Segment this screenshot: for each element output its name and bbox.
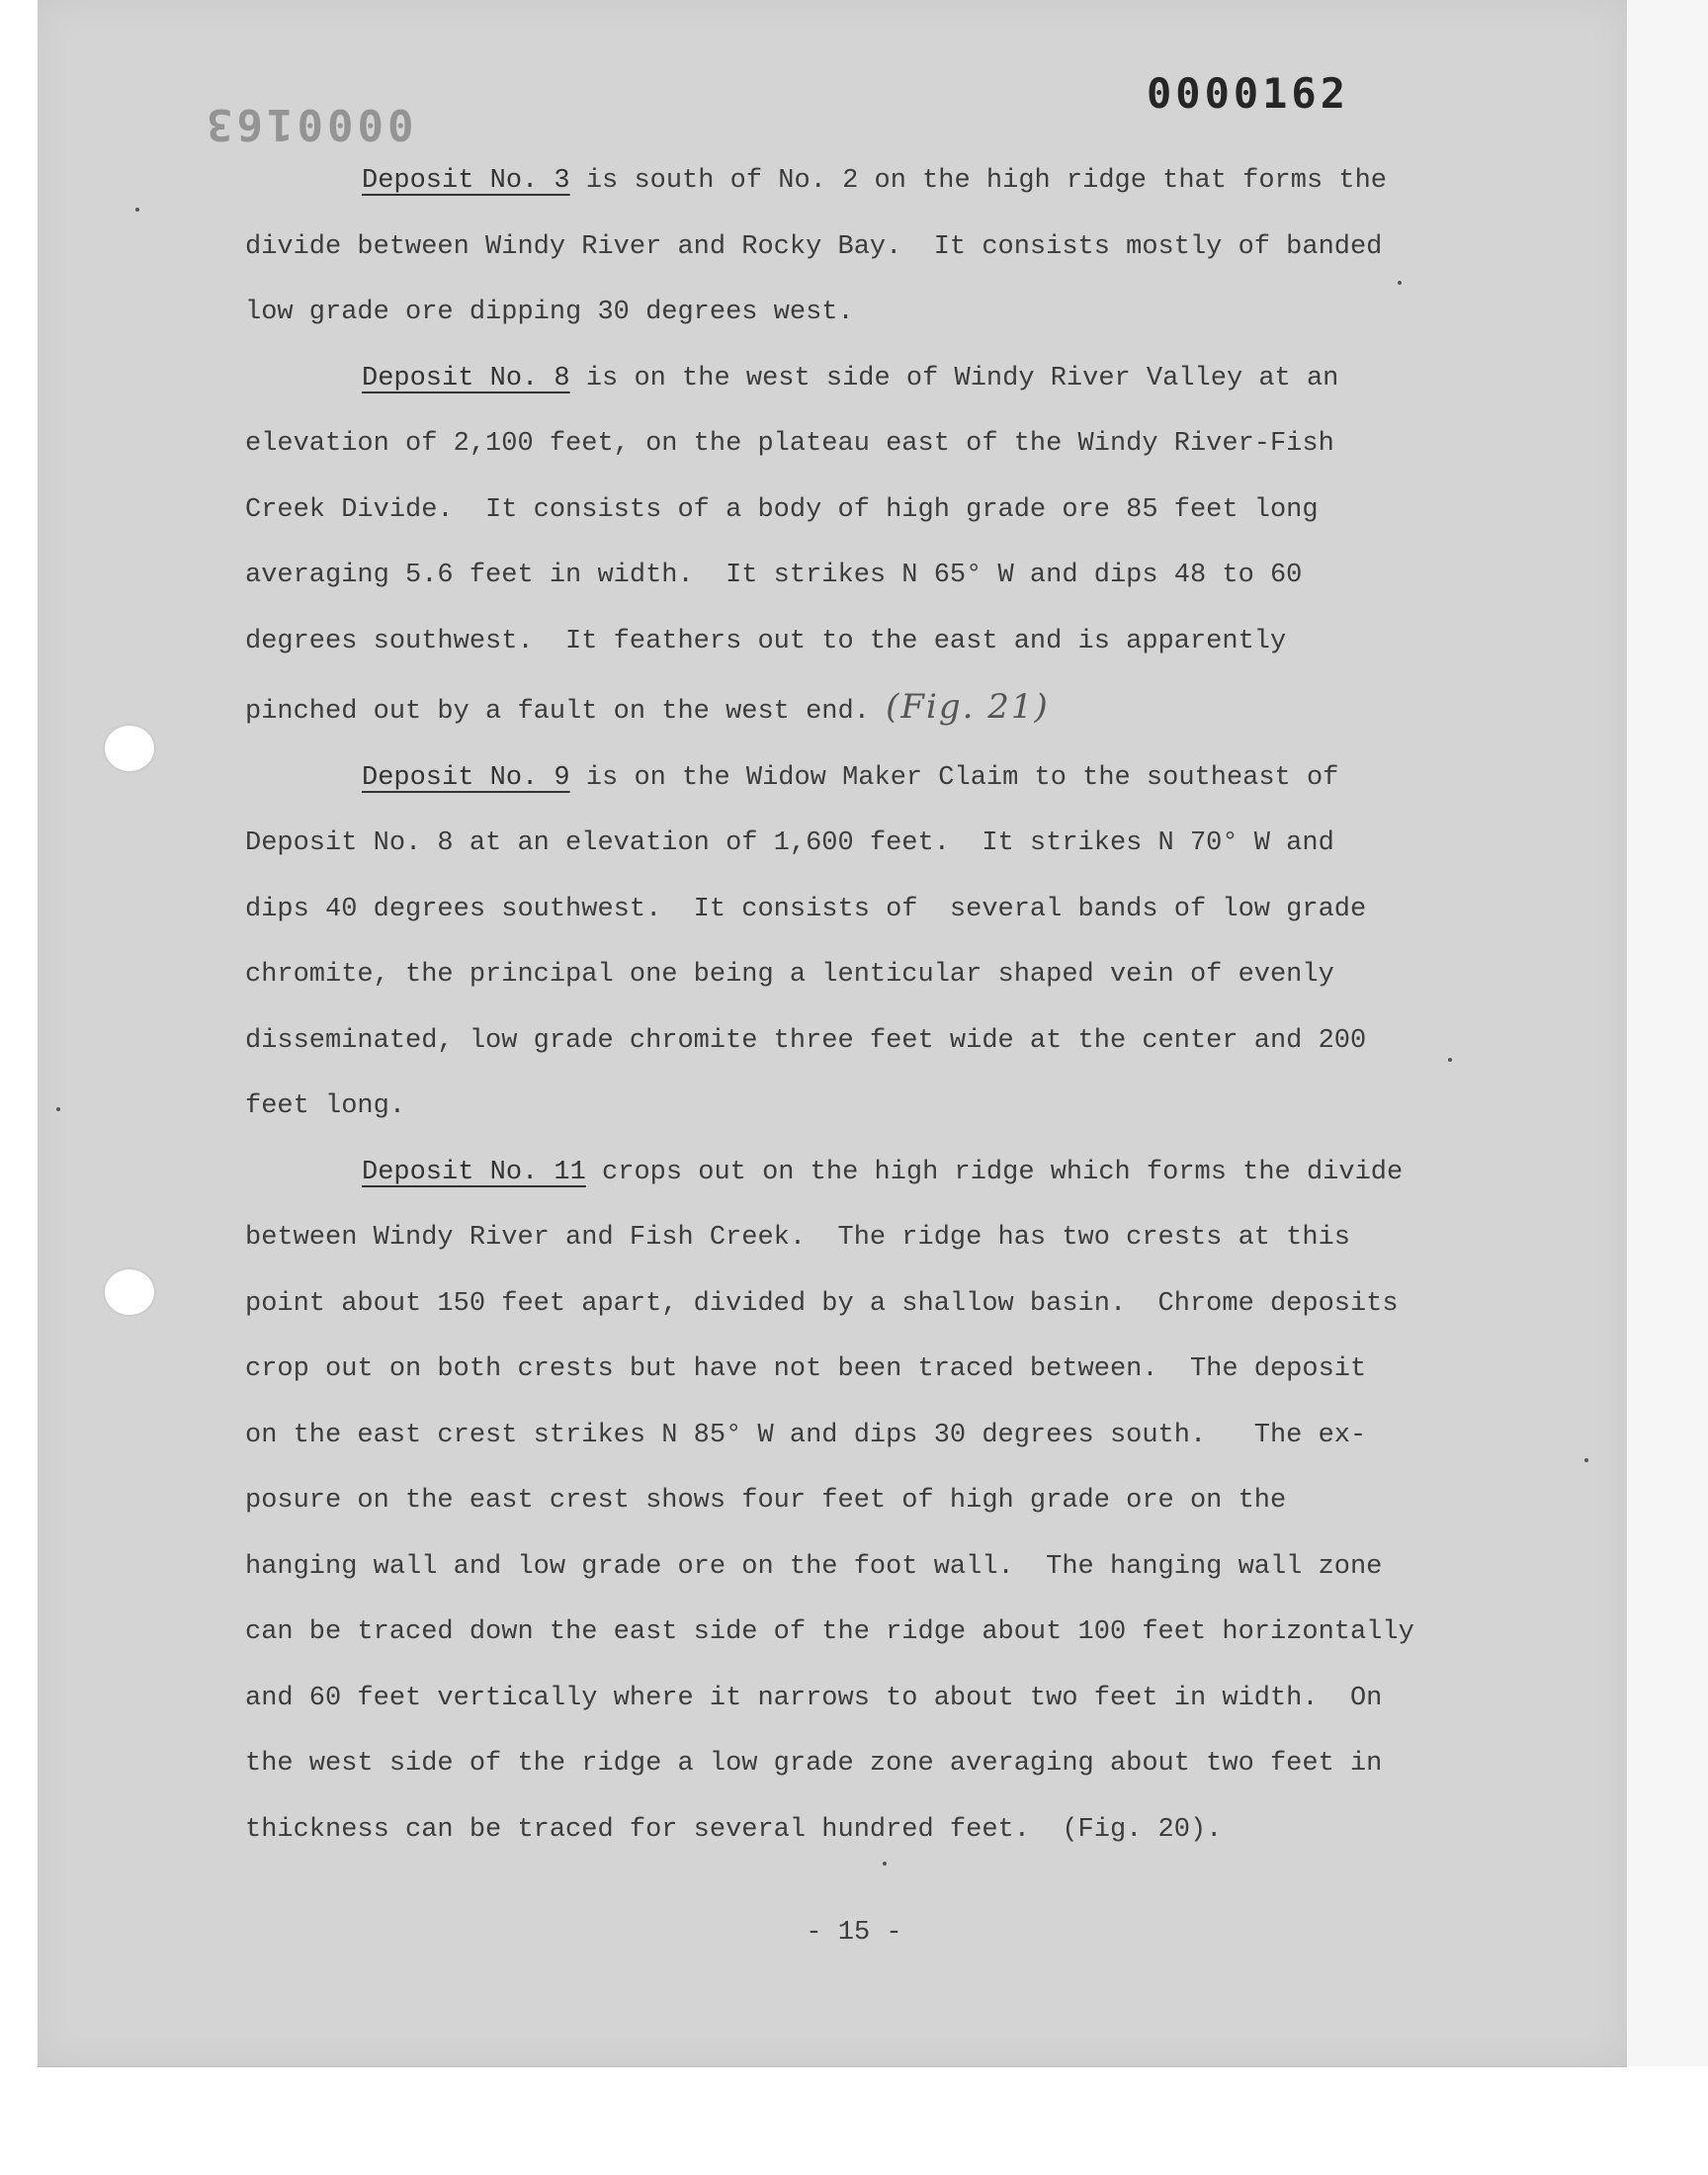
mirrored-stamp-number: 0000163 xyxy=(203,99,414,149)
paragraph-line: degrees southwest. It feathers out to the east and is apparently xyxy=(245,626,1287,656)
document-body xyxy=(245,148,1471,1863)
paragraph-line: posure on the east crest shows four feet of high grade ore on the xyxy=(245,1486,1287,1516)
scan-margin xyxy=(1627,0,1708,2066)
paragraph-deposit-3 xyxy=(245,148,1471,346)
paragraph-line: on the east crest strikes N 85° W and dips 30 degrees south. The ex- xyxy=(245,1420,1367,1450)
paragraph-line: disseminated, low grade chromite three feet wide at the center and 200 xyxy=(245,1025,1367,1056)
paragraph-line: pinched out by a fault on the west end. (Fig. 21) xyxy=(245,687,1050,727)
paragraph-line: dips 40 degrees southwest. It consists of several bands of low grade xyxy=(245,894,1367,924)
page-number: - 15 - xyxy=(806,1918,902,1948)
paragraph-line: feet long. xyxy=(245,1091,406,1121)
punch-hole-bottom xyxy=(105,1269,154,1315)
paragraph-line: Deposit No. 8 is on the west side of Windy River Valley at an xyxy=(362,363,1339,393)
paragraph-line: elevation of 2,100 feet, on the plateau east of the Windy River-Fish xyxy=(245,429,1334,459)
paragraph-line: Deposit No. 9 is on the Widow Maker Claim to the southeast of xyxy=(362,762,1339,793)
paragraph-line: low grade ore dipping 30 degrees west. xyxy=(245,298,854,327)
paragraph-line: thickness can be traced for several hundred feet. (Fig. 20). xyxy=(245,1814,1223,1845)
paragraph-line: crop out on both crests but have not been traced between. The deposit xyxy=(245,1354,1367,1384)
page-stamp-number: 0000162 xyxy=(1147,69,1350,118)
paragraph-line: chromite, the principal one being a lenticular shaped vein of evenly xyxy=(245,960,1334,990)
paragraph-line: averaging 5.6 feet in width. It strikes N 65° W and dips 48 to 60 xyxy=(245,561,1303,590)
paragraph-line: divide between Windy River and Rocky Bay. It consists mostly of banded xyxy=(245,231,1383,262)
paragraph-line: and 60 feet vertically where it narrows to about two feet in width. On xyxy=(245,1683,1383,1713)
paragraph-deposit-11 xyxy=(245,1140,1471,1864)
paragraph-line: hanging wall and low grade ore on the foot wall. The hanging wall zone xyxy=(245,1551,1383,1582)
scan-speck xyxy=(883,1862,887,1866)
scan-speck xyxy=(56,1107,60,1111)
paragraph-line: between Windy River and Fish Creek. The ridge has two crests at this xyxy=(245,1223,1350,1253)
paragraph-line: Deposit No. 11 crops out on the high ridge which forms the divide xyxy=(362,1157,1404,1187)
handwritten-figure-note: (Fig. 21) xyxy=(886,687,1050,727)
scan-speck xyxy=(135,208,139,212)
punch-hole-top xyxy=(105,726,154,771)
paragraph-line: Deposit No. 3 is south of No. 2 on the high ridge that forms the xyxy=(362,166,1387,196)
paragraph-line: can be traced down the east side of the ridge about 100 feet horizontally xyxy=(245,1617,1414,1647)
deposit-heading: Deposit No. 8 xyxy=(362,363,570,393)
deposit-heading: Deposit No. 3 xyxy=(362,166,570,196)
paragraph-line: the west side of the ridge a low grade zone averaging about two feet in xyxy=(245,1749,1383,1779)
deposit-heading: Deposit No. 9 xyxy=(362,762,570,793)
scan-speck xyxy=(1448,1058,1452,1062)
paragraph-deposit-9 xyxy=(245,745,1471,1140)
scan-speck xyxy=(1398,281,1402,285)
paragraph-deposit-8 xyxy=(245,346,1471,745)
deposit-heading: Deposit No. 11 xyxy=(362,1157,586,1187)
paragraph-line: Creek Divide. It consists of a body of high grade ore 85 feet long xyxy=(245,494,1319,525)
paragraph-line: Deposit No. 8 at an elevation of 1,600 feet. It strikes N 70° W and xyxy=(245,828,1334,858)
paragraph-line: point about 150 feet apart, divided by a shallow basin. Chrome deposits xyxy=(245,1288,1399,1319)
scan-speck xyxy=(1584,1458,1588,1462)
